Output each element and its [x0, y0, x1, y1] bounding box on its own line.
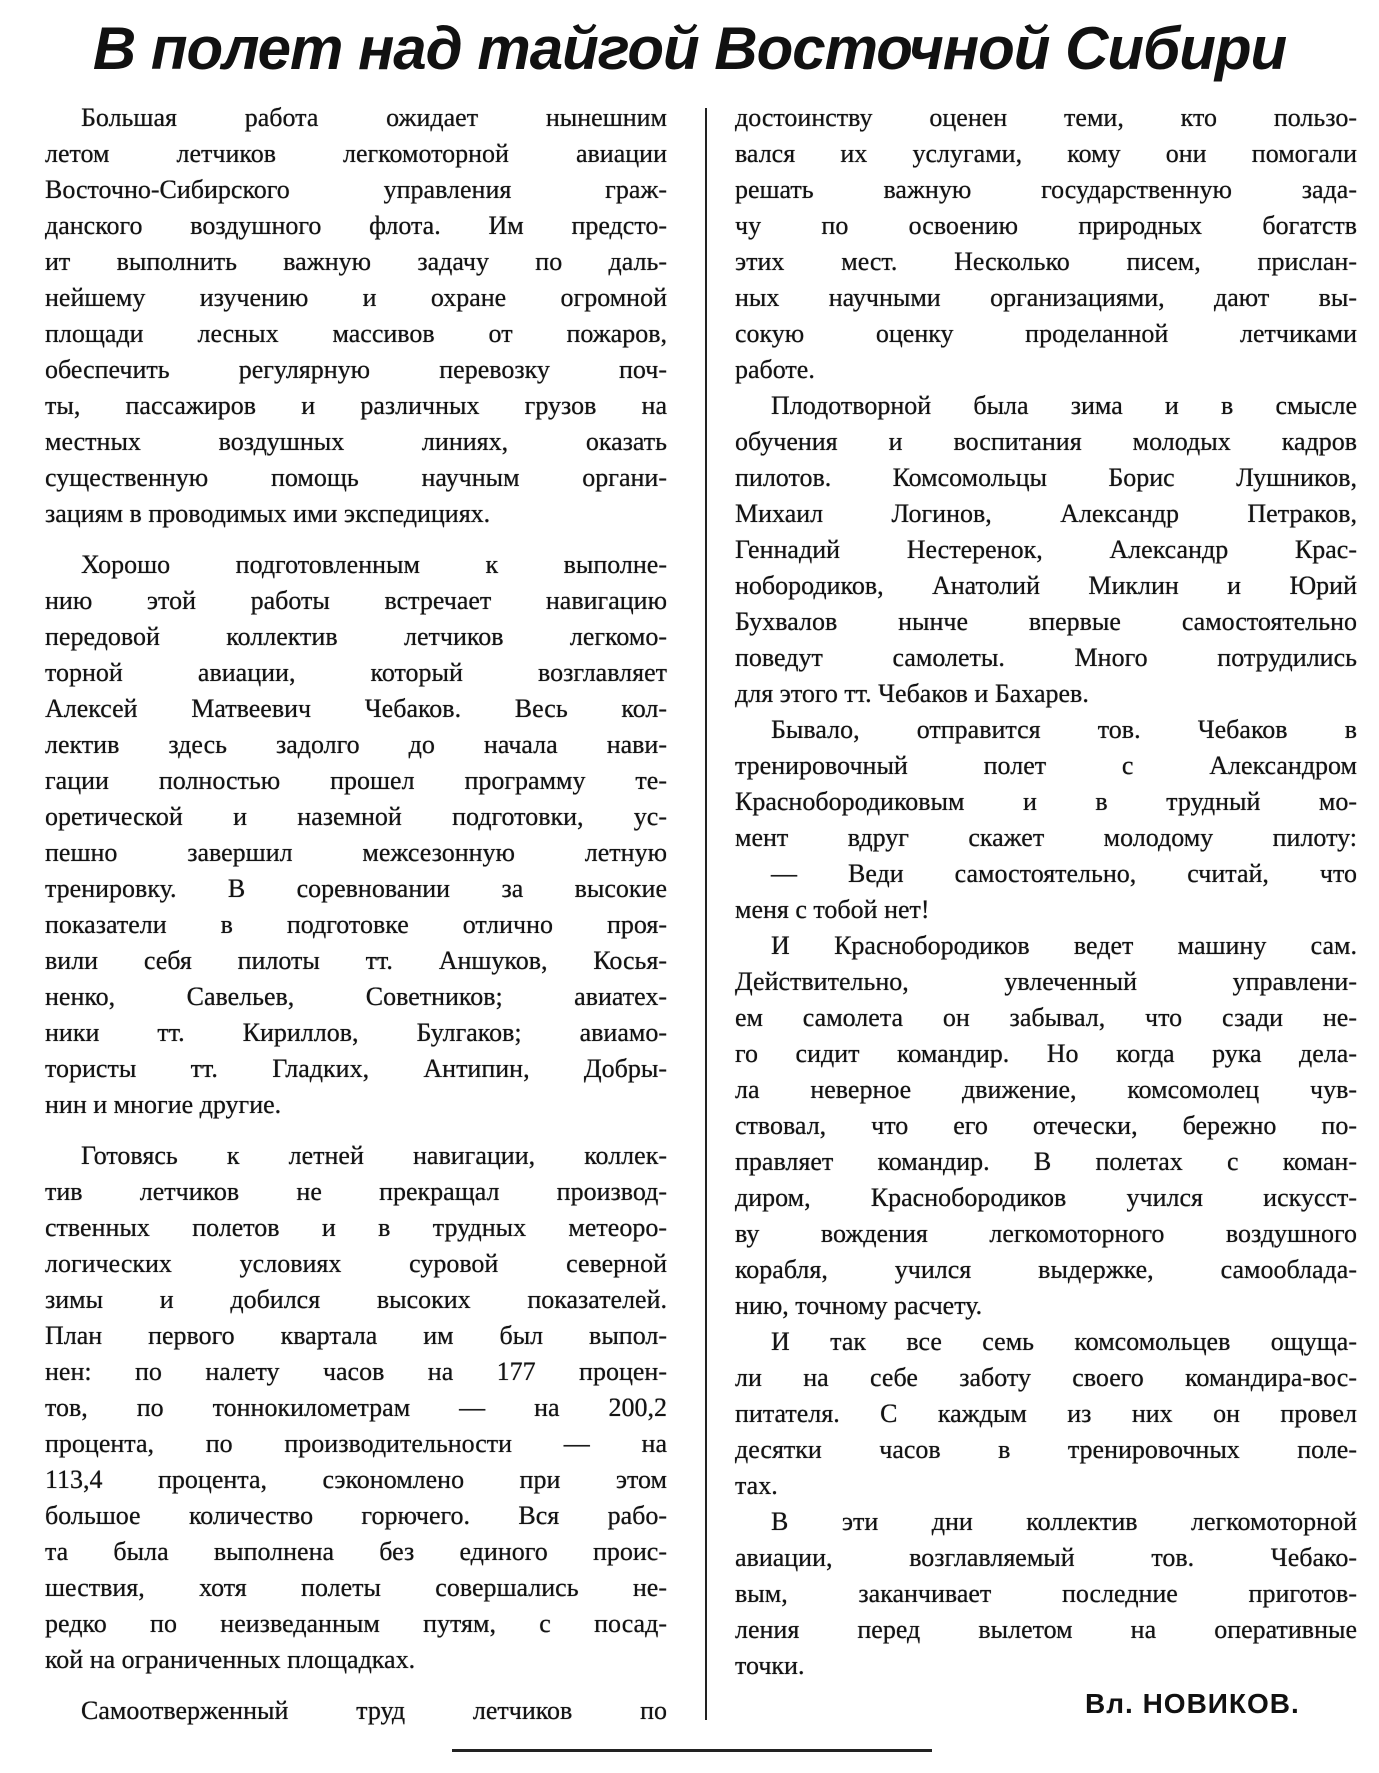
text-line: го сидит командир. Но когда рука дела- — [735, 1039, 1357, 1068]
text-line: ты, пассажиров и различных грузов на — [45, 391, 667, 420]
bottom-rule — [452, 1749, 932, 1752]
text-line: пилотов. Комсомольцы Борис Лушников, — [735, 463, 1357, 492]
text-line: оретической и наземной подготовки, ус- — [45, 802, 667, 831]
text-line: ники тт. Кириллов, Булгаков; авиамо- — [45, 1018, 667, 1047]
text-line: торной авиации, который возглавляет — [45, 658, 667, 687]
text-line: диром, Краснобородиков учился искусст- — [735, 1183, 1357, 1212]
text-line: И так все семь комсомольцев ощуща- — [771, 1327, 1357, 1356]
text-line: нию этой работы встречает навигацию — [45, 586, 667, 615]
text-line: показатели в подготовке отлично проя- — [45, 910, 667, 939]
text-line: Алексей Матвеевич Чебаков. Весь кол- — [45, 694, 667, 723]
paragraph — [45, 547, 667, 1123]
text-line: ненко, Савельев, Советников; авиатех- — [45, 982, 667, 1011]
text-line: Хорошо подготовленным к выполне- — [81, 550, 667, 579]
text-line: Геннадий Нестеренок, Александр Крас- — [735, 535, 1357, 564]
text-line: достоинству оценен теми, кто пользо- — [735, 103, 1357, 132]
paragraph — [735, 1504, 1357, 1684]
text-line: шествия, хотя полеты совершались не- — [45, 1573, 667, 1602]
text-line: питателя. С каждым из них он провел — [735, 1399, 1357, 1428]
text-line: десятки часов в тренировочных поле- — [735, 1435, 1357, 1464]
text-line: Бухвалов нынче впервые самостоятельно — [735, 607, 1357, 636]
text-line: нейшему изучению и охране огромной — [45, 283, 667, 312]
text-line: поведут самолеты. Много потрудились — [735, 643, 1357, 672]
text-line: нен: по налету часов на 177 процен- — [45, 1357, 667, 1386]
paragraph — [735, 856, 1357, 928]
text-line: тов, по тоннокилометрам — на 200,2 — [45, 1393, 667, 1422]
text-line: нин и многие другие. — [45, 1090, 282, 1119]
text-line: большое количество горючего. Вся рабо- — [45, 1501, 667, 1530]
text-line: Михаил Логинов, Александр Петраков, — [735, 499, 1357, 528]
text-line: нию, точному расчету. — [735, 1291, 983, 1320]
text-line: — Веди самостоятельно, считай, что — [771, 859, 1357, 888]
text-line: нобородиков, Анатолий Миклин и Юрий — [735, 571, 1357, 600]
text-line: тив летчиков не прекращал производ- — [45, 1177, 667, 1206]
text-line: ем самолета он забывал, что сзади не- — [735, 1003, 1357, 1032]
text-line: ла неверное движение, комсомолец чув- — [735, 1075, 1357, 1104]
text-line: работе. — [735, 355, 815, 384]
text-line: данского воздушного флота. Им предсто- — [45, 211, 667, 240]
text-line: вили себя пилоты тт. Аншуков, Косья- — [45, 946, 667, 975]
text-line: гации полностью прошел программу те- — [45, 766, 667, 795]
text-line: зимы и добился высоких показателей. — [45, 1285, 667, 1314]
text-line: для этого тт. Чебаков и Бахарев. — [735, 679, 1089, 708]
text-line: решать важную государственную зада- — [735, 175, 1357, 204]
text-line: существенную помощь научным органи- — [45, 463, 667, 492]
text-line: План первого квартала им был выпол- — [45, 1321, 667, 1350]
text-line: пешно завершил межсезонную летную — [45, 838, 667, 867]
text-line: Плодотворной была зима и в смысле — [771, 391, 1357, 420]
text-line: ву вождения легкомоторного воздушного — [735, 1219, 1357, 1248]
paragraph — [45, 1138, 667, 1678]
text-line: летом летчиков легкомоторной авиации — [45, 139, 667, 168]
text-line: ственных полетов и в трудных метеоро- — [45, 1213, 667, 1242]
text-line: Самоотверженный труд летчиков по — [81, 1696, 667, 1725]
text-line: та была выполнена без единого проис- — [45, 1537, 667, 1566]
text-line: обеспечить регулярную перевозку поч- — [45, 355, 667, 384]
article-column-right — [735, 100, 1357, 1684]
text-line: зациям в проводимых ими экспедициях. — [45, 499, 491, 528]
column-divider — [705, 108, 707, 1720]
text-line: площади лесных массивов от пожаров, — [45, 319, 667, 348]
paragraph — [45, 100, 667, 532]
text-line: ления перед вылетом на оперативные — [735, 1615, 1357, 1644]
text-line: лектив здесь задолго до начала нави- — [45, 730, 667, 759]
text-line: 113,4 процента, сэкономлено при этом — [45, 1465, 667, 1494]
text-line: корабля, учился выдержке, самооблада- — [735, 1255, 1357, 1284]
text-line: Восточно-Сибирского управления граж- — [45, 175, 667, 204]
text-line: чу по освоению природных богатств — [735, 211, 1357, 240]
text-line: Действительно, увлеченный управлени- — [735, 967, 1357, 996]
text-line: вым, заканчивает последние приготов- — [735, 1579, 1357, 1608]
author-signature: Вл. НОВИКОВ. — [1085, 1688, 1300, 1719]
text-line: Краснобородиковым и в трудный мо- — [735, 787, 1357, 816]
paragraph — [735, 100, 1357, 388]
text-line: кой на ограниченных площадках. — [45, 1645, 416, 1674]
text-line: тористы тт. Гладких, Антипин, Добры- — [45, 1054, 667, 1083]
paragraph — [45, 1693, 667, 1729]
text-line: обучения и воспитания молодых кадров — [735, 427, 1357, 456]
text-line: сокую оценку проделанной летчиками — [735, 319, 1357, 348]
text-line: ли на себе заботу своего командира-вос- — [735, 1363, 1357, 1392]
text-line: местных воздушных линиях, оказать — [45, 427, 667, 456]
text-line: вался их услугами, кому они помогали — [735, 139, 1357, 168]
text-line: логических условиях суровой северной — [45, 1249, 667, 1278]
text-line: тренировку. В соревновании за высокие — [45, 874, 667, 903]
text-line: точки. — [735, 1651, 805, 1680]
paragraph — [735, 928, 1357, 1324]
text-line: мент вдруг скажет молодому пилоту: — [735, 823, 1357, 852]
text-line: тах. — [735, 1471, 778, 1500]
text-line: И Краснобородиков ведет машину сам. — [771, 931, 1357, 960]
text-line: Готовясь к летней навигации, коллек- — [81, 1141, 667, 1170]
text-line: передовой коллектив летчиков легкомо- — [45, 622, 667, 651]
text-line: ствовал, что его отечески, бережно по- — [735, 1111, 1357, 1140]
text-line: редко по неизведанным путям, с посад- — [45, 1609, 667, 1638]
text-line: правляет командир. В полетах с коман- — [735, 1147, 1357, 1176]
text-line: процента, по производительности — на — [45, 1429, 667, 1458]
paragraph — [735, 1324, 1357, 1504]
text-line: тренировочный полет с Александром — [735, 751, 1357, 780]
text-line: Большая работа ожидает нынешним — [81, 103, 667, 132]
text-line: меня с тобой нет! — [735, 895, 930, 924]
text-line: авиации, возглавляемый тов. Чебако- — [735, 1543, 1357, 1572]
paragraph — [735, 388, 1357, 712]
text-line: ных научными организациями, дают вы- — [735, 283, 1357, 312]
article-column-left — [45, 100, 667, 1729]
article-headline — [0, 14, 1379, 83]
text-line: этих мест. Несколько писем, прислан- — [735, 247, 1357, 276]
text-line: ит выполнить важную задачу по даль- — [45, 247, 667, 276]
paragraph — [735, 712, 1357, 856]
text-line: Бывало, отправится тов. Чебаков в — [771, 715, 1357, 744]
headline-text: В полет над тайгой Восточной Сибири — [92, 15, 1287, 82]
text-line: В эти дни коллектив легкомоторной — [771, 1507, 1357, 1536]
